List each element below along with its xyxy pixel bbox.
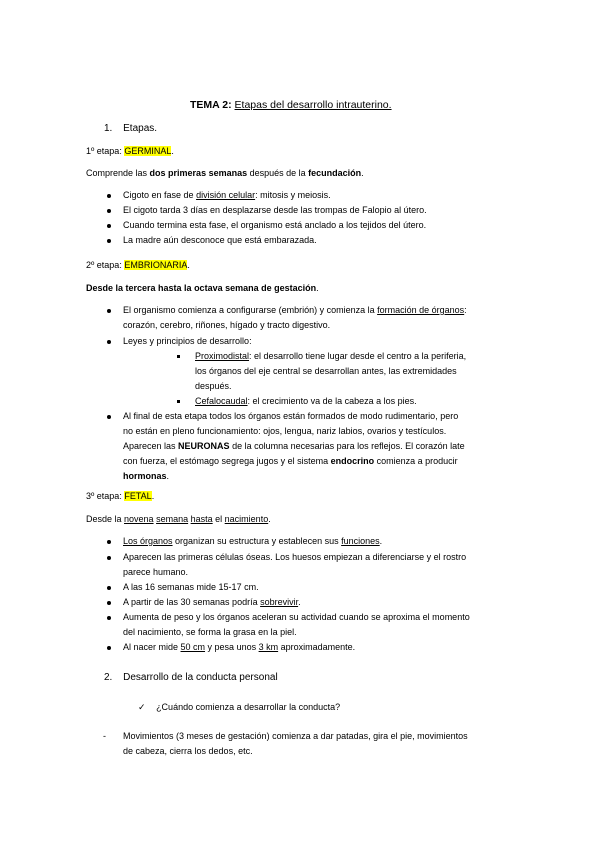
stage2-heading <box>86 259 190 271</box>
stage2-label: 2º etapa: <box>86 260 122 270</box>
stage3-i1-u2: funciones <box>341 536 380 546</box>
list-item-continuation <box>123 455 458 467</box>
square-bullet-icon <box>177 355 180 358</box>
stage3-i6-b: y pesa unos <box>205 642 259 652</box>
stage2-intro-a: Desde la tercera hasta la <box>86 283 195 293</box>
stage2-sub2-u: Cefalocaudal <box>195 396 248 406</box>
stage1-intro-a: Comprende las <box>86 168 150 178</box>
bullet-icon <box>107 646 111 650</box>
list-item <box>123 304 467 316</box>
title-colon: : <box>228 99 232 111</box>
stage1-intro-d: fecundación <box>308 168 362 178</box>
stage3-intro-u3: hasta <box>190 514 213 524</box>
sub-list-item <box>195 350 466 362</box>
stage2-intro-d: . <box>316 283 319 293</box>
stage3-intro-u1: novena <box>124 514 154 524</box>
list-item: Al final de esta etapa todos los órganos están formados de modo rudimentario, pero <box>123 411 459 421</box>
stage1-name: GERMINAL <box>124 146 172 156</box>
section2-heading <box>104 672 278 684</box>
bullet-icon <box>107 309 111 313</box>
bullet-icon <box>107 224 111 228</box>
dash-icon: - <box>103 731 106 741</box>
stage3-name: FETAL <box>124 491 152 501</box>
stage1-dot: . <box>171 146 174 156</box>
stage2-sub2-a: : el crecimiento va de la cabeza a los pies. <box>247 396 417 406</box>
bullet-icon <box>107 540 111 544</box>
bullet-icon <box>107 601 111 605</box>
stage2-sub1-u: Proximodistal <box>195 351 250 361</box>
stage2-item3-l4b: endocrino <box>330 456 375 466</box>
stage2-name: EMBRIONARIA <box>124 260 188 270</box>
list-item-continuation: del nacimiento, se forma la grasa en la piel. <box>123 627 297 637</box>
page-title <box>190 99 392 111</box>
stage1-intro <box>86 167 364 179</box>
dash-item-continuation: de cabeza, cierra los dedos, etc. <box>123 746 253 756</box>
stage1-intro-b: dos primeras semanas <box>149 168 248 178</box>
stage3-intro-e: . <box>268 514 271 524</box>
stage3-i6-c: aproximadamente. <box>278 642 356 652</box>
list-item: Aparecen las primeras células óseas. Los huesos empiezan a diferenciarse y el rostro <box>123 552 467 562</box>
bullet-icon <box>107 194 111 198</box>
stage2-intro <box>86 282 319 294</box>
stage3-label: 3º etapa: <box>86 491 122 501</box>
bullet-icon <box>107 239 111 243</box>
stage2-item3-l3b: NEURONAS <box>178 441 230 451</box>
list-item-continuation: no están en pleno funcionamiento: ojos, lengua, nariz labios, ovarios y testículos. <box>123 426 447 436</box>
bullet-icon <box>107 556 111 560</box>
stage3-i6-u1: 50 cm <box>180 642 206 652</box>
bullet-icon <box>107 616 111 620</box>
stage1-heading <box>86 145 174 157</box>
list-item: Leyes y principios de desarrollo: <box>123 336 252 346</box>
section1-label: Etapas. <box>123 123 158 134</box>
stage2-item1-a: El organismo comienza a configurarse (embrión) y comienza la <box>123 305 378 315</box>
check-item <box>138 701 340 713</box>
stage3-intro-u2: semana <box>156 514 189 524</box>
list-item-continuation: parece humano. <box>123 567 189 577</box>
section1-heading <box>104 123 157 135</box>
list-item: Cuando termina esta fase, el organismo está anclado a los tejidos del útero. <box>123 220 427 230</box>
stage3-heading <box>86 490 154 502</box>
section1-number: 1. <box>104 123 113 134</box>
list-item <box>123 641 355 653</box>
bullet-icon <box>107 586 111 590</box>
list-item: Aumenta de peso y los órganos aceleran su actividad cuando se aproxima el momento <box>123 612 470 622</box>
stage2-item3-l4c: comienza a producir <box>374 456 458 466</box>
dash-item: Movimientos (3 meses de gestación) comienza a dar patadas, gira el pie, movimientos <box>123 731 468 741</box>
stage2-item3-l3c: de la columna necesarias para los reflejos. El corazón late <box>229 441 465 451</box>
list-item: El cigoto tarda 3 días en desplazarse desde las trompas de Falopio al útero. <box>123 205 427 215</box>
stage2-item1-b: : <box>464 305 467 315</box>
square-bullet-icon <box>177 400 180 403</box>
list-item: La madre aún desconoce que está embarazada. <box>123 235 317 245</box>
stage1-intro-e: . <box>361 168 364 178</box>
sub-list-item <box>195 395 417 407</box>
list-item-continuation <box>123 470 169 482</box>
stage1-item1-a: Cigoto en fase de <box>123 190 197 200</box>
stage3-i4-u: sobrevivir <box>260 597 299 607</box>
stage3-i6-a: Al nacer mide <box>123 642 181 652</box>
stage1-item1-b: : mitosis y meiosis. <box>255 190 331 200</box>
stage2-sub1-a: : el desarrollo tiene lugar desde el centro a la periferia, <box>249 351 467 361</box>
stage3-intro-u4: nacimiento <box>224 514 269 524</box>
stage3-intro-a: Desde la <box>86 514 125 524</box>
bullet-icon <box>107 209 111 213</box>
stage3-i6-u2: 3 km <box>258 642 279 652</box>
stage3-intro-s3: el <box>212 514 225 524</box>
section2-label: Desarrollo de la conducta personal <box>123 672 278 683</box>
list-item <box>123 596 301 608</box>
stage3-dot: . <box>151 491 155 501</box>
stage2-item3-l5b: . <box>166 471 170 481</box>
stage3-intro <box>86 513 271 525</box>
stage3-i4-b: . <box>298 597 301 607</box>
stage2-intro-c: de gestación <box>258 283 317 293</box>
stage2-intro-b: octava semana <box>194 283 259 293</box>
stage2-item3-l5a: hormonas <box>123 471 167 481</box>
section2-number: 2. <box>104 672 113 683</box>
list-item: A las 16 semanas mide 15-17 cm. <box>123 582 259 592</box>
list-item-continuation <box>123 440 465 452</box>
stage3-i1-b: . <box>379 536 383 546</box>
sub-list-item-continuation: los órganos del eje central se desarrollan antes, las extremidades <box>195 366 457 376</box>
bullet-icon <box>107 415 111 419</box>
list-item-continuation: corazón, cerebro, riñones, hígado y tracto digestivo. <box>123 320 331 330</box>
sub-list-item-continuation: después. <box>195 381 232 391</box>
stage2-item3-l4a: con fuerza, el estómago segrega jugos y el sistema <box>123 456 331 466</box>
stage3-i1-u: Los órganos <box>123 536 173 546</box>
title-prefix: TEMA 2 <box>190 99 229 111</box>
stage2-item1-u: formación de órganos <box>377 305 465 315</box>
list-item <box>123 535 382 547</box>
stage3-i4-a: A partir de las 30 semanas podría <box>123 597 261 607</box>
bullet-icon <box>107 340 111 344</box>
title-text: Etapas del desarrollo intrauterino. <box>234 99 392 111</box>
stage2-dot: . <box>187 260 190 270</box>
stage3-i1-a: organizan su estructura y establecen sus <box>172 536 342 546</box>
stage2-item3-l3a: Aparecen las <box>123 441 179 451</box>
list-item <box>123 189 331 201</box>
stage1-label: 1º etapa: <box>86 146 122 156</box>
stage1-item1-u: división celular <box>196 190 256 200</box>
check-item-text: ¿Cuándo comienza a desarrollar la conducta? <box>156 702 341 712</box>
stage1-intro-c: después de la <box>247 168 309 178</box>
checkmark-icon: ✓ <box>138 702 146 712</box>
